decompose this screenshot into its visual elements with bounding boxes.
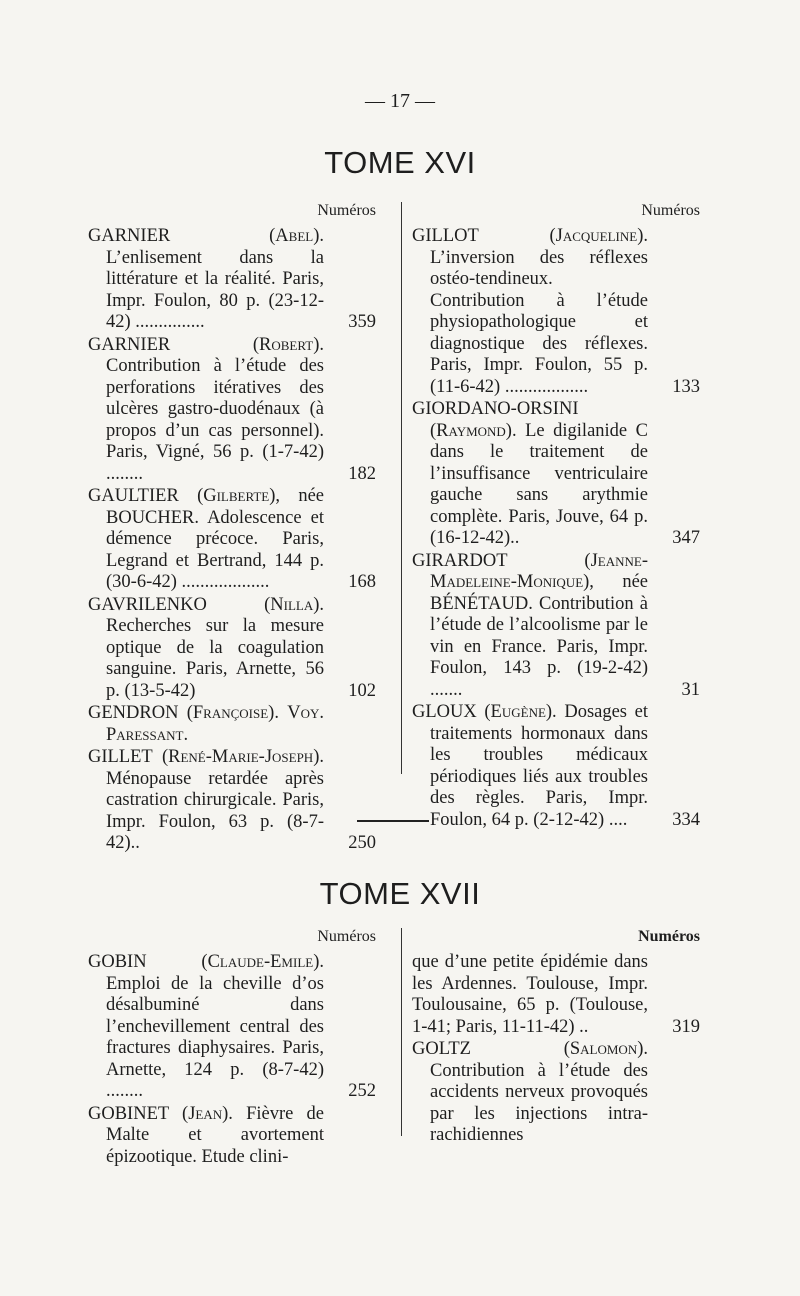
index-entry (88, 595, 376, 703)
entry-number: 319 (672, 1016, 700, 1037)
right-column (412, 928, 700, 1148)
entry-forename: (Salomon). (563, 1039, 648, 1059)
entry-number: 347 (672, 528, 700, 548)
index-entry (412, 702, 700, 831)
entry-forename: (Raymond). (430, 420, 517, 441)
entry-author: GOBINET (88, 1103, 169, 1124)
column-divider (401, 928, 402, 1136)
index-entry (412, 551, 700, 702)
entry-author: GARNIER (88, 334, 171, 355)
entry-text: L’enlisement dans la littérature et la réalité. Paris, Impr. Foulon, 80 p. (23-12-42) ............... (106, 247, 324, 332)
entry-number: 168 (348, 572, 376, 592)
index-entry (88, 747, 376, 855)
entry-number: 250 (348, 833, 376, 853)
entry-author: GAULTIER (88, 486, 179, 506)
entry-forename: (Nilla). (264, 594, 324, 615)
entry-author: GILLET (88, 747, 153, 767)
entry-forename: (Abel). (269, 226, 324, 246)
entry-author: GOLTZ (412, 1039, 471, 1059)
index-entry (88, 703, 376, 746)
index-entry (88, 952, 376, 1103)
index-entry (412, 399, 700, 550)
section-title: TOME XVII (319, 876, 481, 911)
entry-author: GILLOT (412, 226, 479, 246)
entry-author: GARNIER (88, 226, 171, 246)
entry-text: Contribution à l’étude des perforations itératives des ulcères gastro-duodénaux (à propos d’un cas personnel). Paris, Vigné, 56 p. (1-7-42) ........ (106, 356, 324, 484)
entry-text: Ménopause retardée après castration chirurgicale. Paris, Impr. Foulon, 63 p. (8-7-42).. (106, 768, 324, 853)
entry-number: 359 (348, 312, 376, 332)
entry-author: GAVRILENKO (88, 594, 207, 615)
entry-text: Voy. Paressant. (106, 703, 324, 745)
index-entry (88, 226, 376, 334)
entry-forename: (Jacqueline). (549, 226, 648, 246)
column-header: Numéros (638, 928, 700, 945)
entry-text: que d’une petite épidémie dans les Ardennes. Toulouse, Impr. Toulousaine, 65 p. (Toulouse, 1-41; Paris, 11-11-42) .. (412, 952, 648, 1037)
entry-text: Recherches sur la mesure optique de la coagulation sanguine. Paris, Arnette, 56 p. (13-5-42) (106, 616, 324, 701)
entry-text: Le digilanide C dans le traitement de l’insuffisance ventriculaire gauche sans arythmie complète. Paris, Jouve, 64 p. (16-12-42).. (430, 420, 648, 548)
entry-text: L’inversion des réflexes ostéo-tendineux. Contribution à l’étude physiopathologique et diagnostique des réflexes. Paris, Impr. Foulon, 55 p. (11-6-42) .................. (430, 247, 648, 397)
entry-number: 252 (348, 1081, 376, 1101)
section-separator (357, 820, 429, 822)
entry-forename: (Claude-Emile). (201, 952, 324, 972)
entry-text: née BÉNÉTAUD. Contribution à l’étude de l’alcoolisme par le vin en France. Paris, Impr. Foulon, 143 p. (19-2-42) ....... (430, 572, 648, 700)
entry-forename: (Gilberte), (197, 486, 281, 506)
entry-author: GENDRON (88, 703, 179, 723)
column-header: Numéros (641, 202, 700, 219)
entry-forename: (Jeanne-Madeleine-Monique), (430, 550, 648, 592)
entry-number: 182 (348, 463, 376, 484)
index-entry (412, 226, 700, 398)
column-header: Numéros (317, 928, 376, 945)
entry-number: 334 (672, 809, 700, 830)
entry-text: Fièvre de Malte et avortement épizootique. Etude clini- (106, 1103, 325, 1167)
index-entry (412, 952, 700, 1038)
entry-forename: (Jean). (182, 1103, 233, 1124)
index-entry (88, 486, 376, 594)
entry-number: 31 (681, 679, 700, 700)
page-number: — 17 — (365, 90, 435, 112)
index-entry (88, 1104, 376, 1169)
index-entry (88, 335, 376, 486)
right-column (412, 202, 700, 832)
entry-text: Contribution à l’étude des accidents nerveux provoqués par les injections intra-rachidiennes (430, 1060, 648, 1145)
entry-forename: (René-Marie-Joseph). (161, 747, 324, 767)
entry-author: GLOUX (412, 702, 477, 722)
entry-text: Emploi de la cheville d’os désalbuminé dans l’enchevillement central des fractures diaphysaires. Paris, Arnette, 124 p. (8-7-42) ........ (106, 973, 324, 1101)
entry-author: GIORDANO-ORSINI (412, 399, 579, 419)
entry-forename: (Robert). (252, 334, 324, 355)
entry-number: 102 (348, 680, 376, 701)
column-header: Numéros (317, 202, 376, 219)
entry-text: née BOUCHER. Adolescence et démence précoce. Paris, Legrand et Bertrand, 144 p. (30-6-42) ................... (106, 486, 325, 592)
entry-forename: (Eugène). (484, 702, 557, 722)
entry-text: Dosages et traitements hormonaux dans les troubles médicaux périodiques liés aux troubles des règles. Paris, Impr. Foulon, 64 p. (2-12-42) .... (430, 702, 648, 830)
column-divider (401, 202, 402, 774)
left-column (88, 202, 376, 856)
section-title: TOME XVI (324, 145, 476, 180)
entry-number: 133 (672, 376, 700, 397)
index-entry (412, 1039, 700, 1147)
entry-author: GIRARDOT (412, 550, 508, 571)
entry-forename: (Françoise). (186, 703, 279, 723)
left-column (88, 928, 376, 1169)
entry-author: GOBIN (88, 952, 147, 972)
